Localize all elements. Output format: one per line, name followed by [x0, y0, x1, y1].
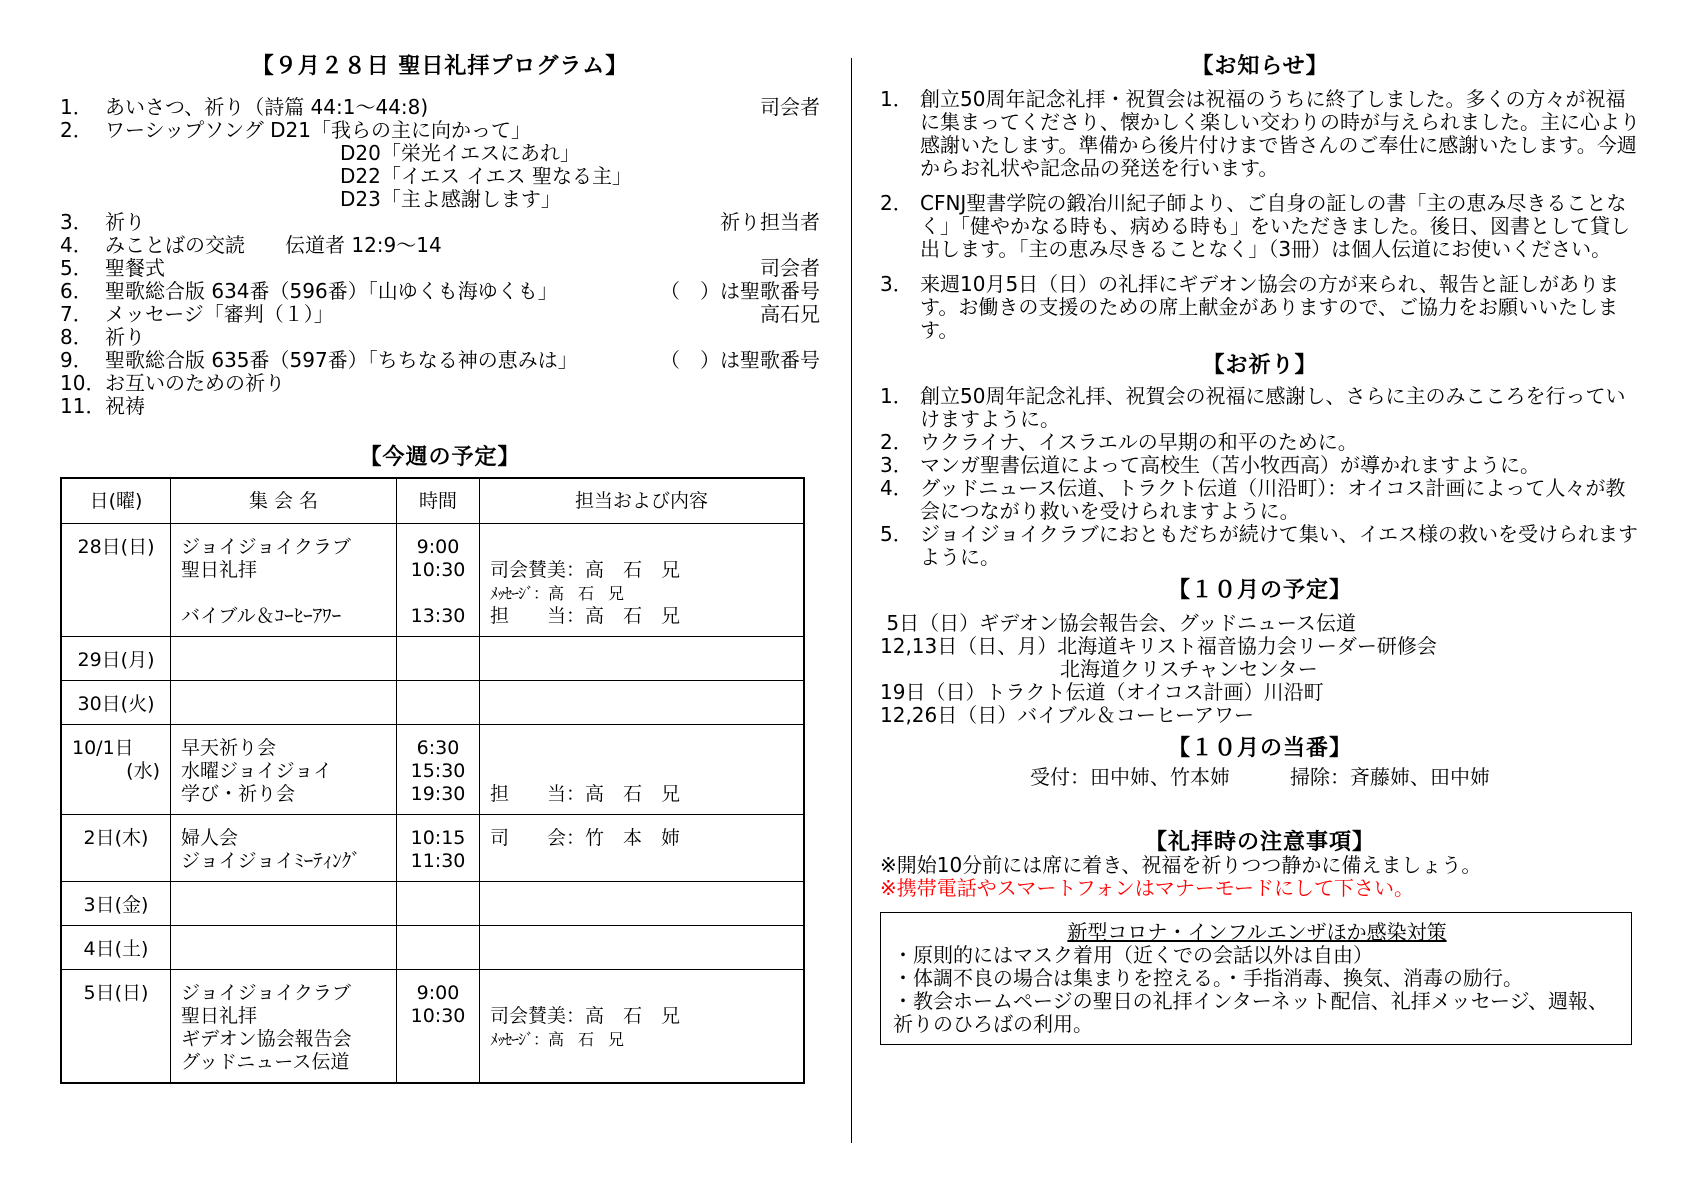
cell-line: 9:00 [416, 536, 460, 558]
program-item [60, 349, 820, 372]
cell-line [181, 582, 386, 605]
cell-line: ﾒｯｾｰｼﾞ：高 石 兄 [490, 1030, 624, 1049]
october-item: 19日（日）トラクト伝道（オイコス計画）川沿町 [880, 680, 1324, 704]
item-number: 3． [880, 453, 913, 477]
date-cell [61, 725, 171, 815]
item-number: 2． [880, 191, 913, 215]
program-item [60, 119, 820, 142]
program-item [60, 165, 820, 188]
item-text: みことばの交読 伝道者 12:9～14 [105, 233, 442, 257]
prayer-text: グッドニュース伝道、トラクト伝道（川沿町）：オイコス計画によって人々が教会につながり救いを受けられますように。 [920, 476, 1626, 523]
cell-line: 30日(火) [77, 693, 155, 715]
meeting-name-cell [171, 681, 397, 725]
column-header: 時間 [397, 478, 480, 524]
october-schedule-title: 【１０月の予定】 [1167, 578, 1352, 603]
description-cell [480, 681, 805, 725]
left-column [60, 55, 820, 1084]
program-item [60, 303, 820, 326]
notice-text: 来週10月5日（日）の礼拝にギデオン協会の方が来られ、報告と証しがあります。お働きの支援のための席上献金がありますので、ご協力をお願いいたします。 [920, 272, 1619, 342]
october-item: 北海道クリスチャンセンター [880, 657, 1318, 681]
table-header-row [61, 478, 804, 524]
item-number: 2． [60, 118, 93, 142]
october-item: 12,26日（日）バイブル＆コーヒーアワー [880, 703, 1255, 727]
meeting-name-cell [171, 882, 397, 926]
prayer-text: マンガ聖書伝道によって高校生（苫小牧西高）が導かれますように。 [920, 453, 1540, 477]
infection-control-box [880, 912, 1632, 1045]
column-header: 担当および内容 [480, 478, 805, 524]
item-text: 聖歌総合版 635番（597番）「ちちなる神の恵みは」 [105, 348, 578, 372]
cell-line: 司 会：竹 本 姉 [490, 827, 681, 849]
program-item [60, 326, 820, 349]
notices-list [880, 88, 1640, 342]
cell-line: 19:30 [410, 783, 466, 805]
program-item [60, 211, 820, 234]
meeting-name-cell [171, 970, 397, 1084]
time-cell [397, 926, 480, 970]
cell-line: 婦人会 [181, 827, 239, 849]
description-cell [480, 524, 805, 637]
october-item: 5日（日）ギデオン協会報告会、グッドニュース伝道 [880, 611, 1356, 635]
cell-line: 29日(月) [77, 649, 155, 671]
table-row [61, 725, 804, 815]
item-number [60, 188, 105, 211]
prayers-title: 【お祈り】 [1202, 353, 1318, 378]
prayer-item [880, 523, 1640, 569]
item-text: 聖歌総合版 634番（596番）「山ゆくも海ゆくも」 [105, 279, 558, 303]
program-item [60, 395, 820, 418]
meeting-name-cell [171, 725, 397, 815]
item-leader: 司会者 [760, 95, 820, 119]
table-row [61, 882, 804, 926]
item-number: 3． [60, 210, 93, 234]
cell-line: 4日(土) [83, 938, 149, 960]
time-cell [397, 524, 480, 637]
prayer-text: ウクライナ、イスラエルの早期の和平のために。 [920, 430, 1358, 454]
description-cell [480, 926, 805, 970]
cell-line: 6:30 [416, 737, 460, 759]
item-text: D22「イエス イエス 聖なる主」 [340, 164, 632, 188]
item-text: D23「主よ感謝します」 [340, 187, 561, 211]
attention-warning: ※携帯電話やスマートフォンはマナーモードにして下さい。 [880, 876, 1414, 900]
cell-line: ジョイジョイﾐｰﾃｨﾝｸﾞ [181, 850, 361, 872]
item-text: 聖餐式 [105, 256, 165, 280]
prayer-text: 創立50周年記念礼拝、祝賀会の祝福に感謝し、さらに主のみこころを行っていけますように。 [920, 384, 1626, 431]
infection-control-item: ・原則的にはマスク着用（近くでの会話以外は自由） [893, 943, 1373, 967]
schedule-body [61, 524, 804, 1084]
time-cell [397, 815, 480, 882]
schedule-title: 【今週の予定】 [359, 445, 521, 470]
table-row [61, 637, 804, 681]
cell-line: 10:30 [410, 1005, 466, 1027]
item-number: 2． [880, 430, 913, 454]
prayer-item [880, 431, 1640, 454]
item-leader: 祈り担当者 [720, 210, 820, 234]
cell-line [490, 982, 793, 1005]
program-item [60, 96, 820, 119]
column-divider [851, 58, 852, 1143]
cell-line: 9:00 [416, 982, 460, 1004]
cell-line: 11:30 [410, 850, 466, 872]
program-item [60, 188, 820, 211]
cell-line: 5日(日) [83, 982, 149, 1004]
description-cell [480, 882, 805, 926]
october-item: 12,13日（日、月）北海道キリスト福音協力会リーダー研修会 [880, 634, 1437, 658]
item-note: （ ）は聖歌番号 [660, 348, 820, 372]
item-leader: 高石兄 [760, 302, 820, 326]
cell-line: 聖日礼拝 [181, 1005, 258, 1027]
cell-line: ジョイジョイクラブ [181, 536, 351, 558]
meeting-name-cell [171, 815, 397, 882]
description-cell [480, 637, 805, 681]
date-cell [61, 637, 171, 681]
prayer-text: ジョイジョイクラブにおともだちが続けて集い、イエス様の救いを受けられますように。 [920, 522, 1638, 569]
cell-line: 10:15 [410, 827, 466, 849]
notice-item [880, 273, 1640, 342]
cell-line: 司会賛美：高 石 兄 [490, 559, 681, 581]
notices-title: 【お知らせ】 [1191, 54, 1329, 79]
cell-line: 10:30 [410, 559, 466, 581]
cell-line: 聖日礼拝 [181, 559, 258, 581]
time-cell [397, 637, 480, 681]
program-item [60, 142, 820, 165]
meeting-name-cell [171, 524, 397, 637]
description-cell [480, 815, 805, 882]
meeting-name-cell [171, 926, 397, 970]
cell-line [407, 582, 469, 605]
item-text: メッセージ「審判（１）」 [105, 302, 334, 326]
item-number [60, 165, 105, 188]
item-number: 3． [880, 272, 913, 296]
program-item [60, 372, 820, 395]
cell-line: バイブル＆ｺｰﾋｰｱﾜｰ [181, 605, 342, 627]
item-number: 5． [880, 522, 913, 546]
cell-line: 10/1日 [72, 737, 134, 759]
item-number [60, 142, 105, 165]
cell-line: ジョイジョイクラブ [181, 982, 351, 1004]
table-row [61, 970, 804, 1084]
duty-title: 【１０月の当番】 [1167, 736, 1352, 761]
cell-line: 早天祈り会 [181, 737, 277, 759]
cell-line [490, 737, 793, 760]
cell-line: ﾒｯｾｰｼﾞ：高 石 兄 [490, 584, 624, 603]
prayers-list [880, 385, 1640, 569]
cell-line: 担 当：高 石 兄 [490, 605, 681, 627]
notice-text: CFNJ聖書学院の鍛冶川紀子師より、ご自身の証しの書「主の恵み尽きることなく」「健やかなる時も、病める時も」をいただきました。後日、図書として貸し出します。「主の恵み尽きることなく」（3冊）は個人伝道にお使いください。 [920, 191, 1630, 261]
program-list [60, 96, 820, 418]
notice-item [880, 192, 1640, 261]
notice-text: 創立50周年記念礼拝・祝賀会は祝福のうちに終了しました。多くの方々が祝福に集まってくださり、懐かしく楽しい交わりの時が与えられました。主に心より感謝いたします。準備から後片付けまで皆さんのご奉仕に感謝いたします。今週からお礼状や記念品の発送を行います。 [920, 87, 1640, 180]
date-cell [61, 681, 171, 725]
cell-line: (水) [126, 760, 160, 782]
description-cell [480, 725, 805, 815]
item-text: D20「栄光イエスにあれ」 [340, 141, 581, 165]
right-column [880, 55, 1640, 1045]
item-number: 7． [60, 302, 93, 326]
item-text: ワーシップソング D21「我らの主に向かって」 [105, 118, 532, 142]
item-number: 11． [60, 394, 106, 418]
attention-line: ※開始10分前には席に着き、祝福を祈りつつ静かに備えましょう。 [880, 853, 1482, 877]
program-item [60, 280, 820, 303]
infection-control-title: 新型コロナ・インフルエンザほか感染対策 [1067, 920, 1447, 944]
table-row [61, 815, 804, 882]
cell-line: 司会賛美：高 石 兄 [490, 1005, 681, 1027]
item-text: あいさつ、祈り（詩篇 44:1～44:8) [105, 95, 429, 119]
cell-line: 13:30 [410, 605, 466, 627]
item-number: 4． [60, 233, 93, 257]
item-note: （ ）は聖歌番号 [660, 279, 820, 303]
notice-item [880, 88, 1640, 180]
table-row [61, 926, 804, 970]
column-header: 集 会 名 [171, 478, 397, 524]
item-number: 9． [60, 348, 93, 372]
description-cell [480, 970, 805, 1084]
cell-line: 3日(金) [83, 894, 149, 916]
date-cell [61, 926, 171, 970]
table-row [61, 524, 804, 637]
item-text: 祝祷 [105, 394, 145, 418]
item-text: 祈り [105, 325, 145, 349]
item-number: 4． [880, 476, 913, 500]
date-cell [61, 815, 171, 882]
program-title: 【９月２８日 聖日礼拝プログラム】 [251, 54, 629, 79]
cell-line [490, 536, 793, 559]
column-header: 日(曜) [61, 478, 171, 524]
item-number: 6． [60, 279, 93, 303]
item-number: 8． [60, 325, 93, 349]
item-leader: 司会者 [760, 256, 820, 280]
infection-control-item: ・体調不良の場合は集まりを控える。・手指消毒、換気、消毒の励行。 [893, 966, 1523, 990]
time-cell [397, 970, 480, 1084]
october-schedule-list [880, 612, 1640, 727]
cell-line: 2日(木) [83, 827, 149, 849]
date-cell [61, 524, 171, 637]
item-number: 10． [60, 371, 106, 395]
cell-line: 水曜ジョイジョイ [181, 760, 333, 782]
time-cell [397, 681, 480, 725]
attention-title: 【礼拝時の注意事項】 [1144, 830, 1375, 855]
table-row [61, 681, 804, 725]
program-item [60, 257, 820, 280]
cell-line: 担 当：高 石 兄 [490, 783, 681, 805]
item-text: お互いのための祈り [105, 371, 285, 395]
date-cell [61, 882, 171, 926]
cell-line [490, 760, 793, 783]
cell-line: ギデオン協会報告会 [181, 1028, 352, 1050]
cell-line: 学び・祈り会 [181, 783, 296, 805]
meeting-name-cell [171, 637, 397, 681]
item-number: 5． [60, 256, 93, 280]
item-number: 1． [880, 87, 913, 111]
program-item [60, 234, 820, 257]
cell-line: 15:30 [410, 760, 466, 782]
prayer-item [880, 385, 1640, 431]
item-number: 1． [880, 384, 913, 408]
item-text: 祈り [105, 210, 145, 234]
time-cell [397, 882, 480, 926]
duty-text: 受付：田中姉、竹本姉 掃除：斉藤姉、田中姉 [1030, 765, 1490, 789]
infection-control-item: ・教会ホームページの聖日の礼拝インターネット配信、礼拝メッセージ、週報、祈りのひろばの利用。 [893, 989, 1608, 1036]
cell-line: 28日(日) [77, 536, 155, 558]
time-cell [397, 725, 480, 815]
date-cell [61, 970, 171, 1084]
prayer-item [880, 477, 1640, 523]
prayer-item [880, 454, 1640, 477]
item-number: 1． [60, 95, 93, 119]
cell-line: グッドニュース伝道 [181, 1051, 350, 1073]
schedule-table [60, 477, 805, 1084]
